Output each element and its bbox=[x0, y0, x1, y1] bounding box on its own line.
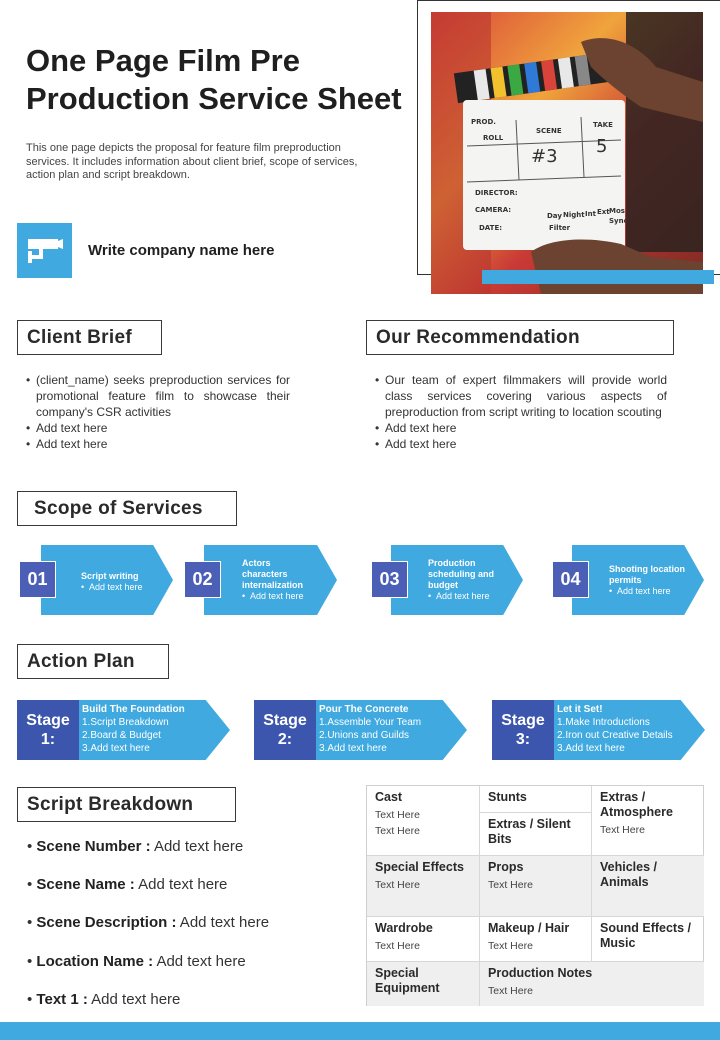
stage-title: Build The Foundation bbox=[82, 704, 185, 715]
stage-title: Let it Set! bbox=[557, 704, 603, 715]
recommendation-list bbox=[375, 372, 667, 452]
svg-text:Night: Night bbox=[563, 211, 585, 219]
list-item: • Add text here bbox=[375, 420, 667, 436]
list-item: • (client_name) seeks preproduction services for promotional feature film to showcase their company's CSR activities bbox=[26, 372, 290, 420]
table-cell-production-notes: Production Notes Text Here bbox=[480, 962, 704, 1006]
table-cell-special-effects: Special Effects Text Here bbox=[367, 856, 480, 917]
script-breakdown-heading: Script Breakdown bbox=[17, 787, 236, 822]
scope-step-number: 02 bbox=[184, 561, 221, 598]
scope-step-text bbox=[428, 558, 504, 602]
stage-3-text bbox=[557, 703, 691, 755]
list-item: • Add text here bbox=[26, 420, 290, 436]
scope-step-title: Actors characters internalization bbox=[242, 558, 304, 590]
script-breakdown-item: • Scene Name : Add text here bbox=[27, 876, 228, 893]
scope-step-text bbox=[81, 571, 153, 593]
script-breakdown-item: • Location Name : Add text here bbox=[27, 953, 246, 970]
table-cell-special-equipment: Special Equipment bbox=[367, 962, 480, 1006]
scope-step-number: 04 bbox=[552, 561, 589, 598]
svg-text:#3: #3 bbox=[531, 146, 558, 167]
table-cell-wardrobe: Wardrobe Text Here bbox=[367, 917, 480, 962]
stage-item: 1.Assemble Your Team bbox=[319, 717, 422, 728]
photo-accent-bar bbox=[482, 270, 714, 284]
stage-1-label: Stage 1: bbox=[17, 700, 79, 760]
stage-item: 1.Make Introductions bbox=[557, 717, 650, 728]
svg-text:TAKE: TAKE bbox=[593, 121, 613, 129]
stage-item: 3.Add text here bbox=[557, 743, 625, 754]
table-cell-vehicles: Vehicles / Animals bbox=[592, 856, 704, 917]
stage-2-text bbox=[319, 703, 449, 755]
table-cell-stunts: Stunts bbox=[480, 786, 592, 813]
stage-item: 2.Board & Budget bbox=[82, 730, 161, 741]
scope-step-sub: • Add text here bbox=[609, 586, 689, 597]
client-brief-heading: Client Brief bbox=[17, 320, 162, 355]
svg-text:PROD.: PROD. bbox=[471, 118, 496, 126]
svg-text:Ext: Ext bbox=[597, 208, 610, 216]
table-cell-sound: Sound Effects / Music bbox=[592, 917, 704, 962]
stage-item: 1.Script Breakdown bbox=[82, 717, 169, 728]
svg-text:Sync: Sync bbox=[609, 217, 628, 225]
stage-3-label: Stage 3: bbox=[492, 700, 554, 760]
svg-text:Int: Int bbox=[585, 210, 596, 218]
scope-step-text bbox=[609, 564, 689, 597]
breakdown-table bbox=[366, 785, 704, 1006]
stage-item: 3.Add text here bbox=[82, 743, 150, 754]
script-breakdown-item: • Text 1 : Add text here bbox=[27, 991, 181, 1008]
svg-text:DIRECTOR:: DIRECTOR: bbox=[475, 189, 518, 197]
scope-step-sub: • Add text here bbox=[242, 591, 318, 602]
company-name: Write company name here bbox=[88, 242, 275, 259]
svg-text:5: 5 bbox=[596, 136, 608, 157]
client-brief-list bbox=[26, 372, 290, 452]
table-cell-extras-silent: Extras / Silent Bits bbox=[480, 813, 592, 856]
cctv-camera-icon bbox=[17, 223, 72, 278]
svg-text:Day: Day bbox=[547, 212, 562, 220]
svg-text:Filter: Filter bbox=[549, 224, 571, 232]
scope-step-title: Script writing bbox=[81, 571, 139, 581]
script-breakdown-item: • Scene Number : Add text here bbox=[27, 838, 244, 855]
stage-item: 3.Add text here bbox=[319, 743, 387, 754]
svg-text:ROLL: ROLL bbox=[483, 134, 504, 142]
svg-text:CAMERA:: CAMERA: bbox=[475, 206, 512, 214]
stage-1-text bbox=[82, 703, 212, 755]
scope-step-text bbox=[242, 558, 318, 602]
scope-step-title: Production scheduling and budget bbox=[428, 558, 495, 590]
recommendation-heading: Our Recommendation bbox=[366, 320, 674, 355]
svg-text:SCENE: SCENE bbox=[536, 127, 562, 135]
list-item: • Add text here bbox=[26, 436, 290, 452]
table-cell-makeup: Makeup / Hair Text Here bbox=[480, 917, 592, 962]
svg-text:Mos: Mos bbox=[609, 207, 625, 215]
scope-step-title: Shooting location permits bbox=[609, 564, 685, 585]
scope-step-sub: • Add text here bbox=[81, 582, 153, 593]
stage-2-label: Stage 2: bbox=[254, 700, 316, 760]
clapperboard-photo bbox=[431, 12, 703, 294]
scope-step-number: 03 bbox=[371, 561, 408, 598]
stage-item: 2.Iron out Creative Details bbox=[557, 730, 673, 741]
list-item: • Our team of expert filmmakers will provide world class services covering various aspects of preproduction from script writing to location scouting bbox=[375, 372, 667, 420]
action-plan-heading: Action Plan bbox=[17, 644, 169, 679]
table-cell-props: Props Text Here bbox=[480, 856, 592, 917]
list-item: • Add text here bbox=[375, 436, 667, 452]
footer-accent-bar bbox=[0, 1022, 720, 1040]
script-breakdown-item: • Scene Description : Add text here bbox=[27, 914, 270, 931]
stage-item: 2.Unions and Guilds bbox=[319, 730, 410, 741]
scope-step-number: 01 bbox=[19, 561, 56, 598]
page-description: This one page depicts the proposal for feature film preproduction services. It includes information about client brief, scope of services, action plan and script breakdown. bbox=[26, 142, 358, 181]
page-title: One Page Film Pre Production Service Sheet bbox=[26, 43, 402, 116]
table-cell-cast: Cast Text Here Text Here bbox=[367, 786, 480, 856]
stage-title: Pour The Concrete bbox=[319, 704, 409, 715]
svg-text:DATE:: DATE: bbox=[479, 224, 503, 232]
scope-heading: Scope of Services bbox=[17, 491, 237, 526]
scope-step-sub: • Add text here bbox=[428, 591, 504, 602]
table-cell-extras-atmosphere: Extras / Atmosphere Text Here bbox=[592, 786, 704, 856]
